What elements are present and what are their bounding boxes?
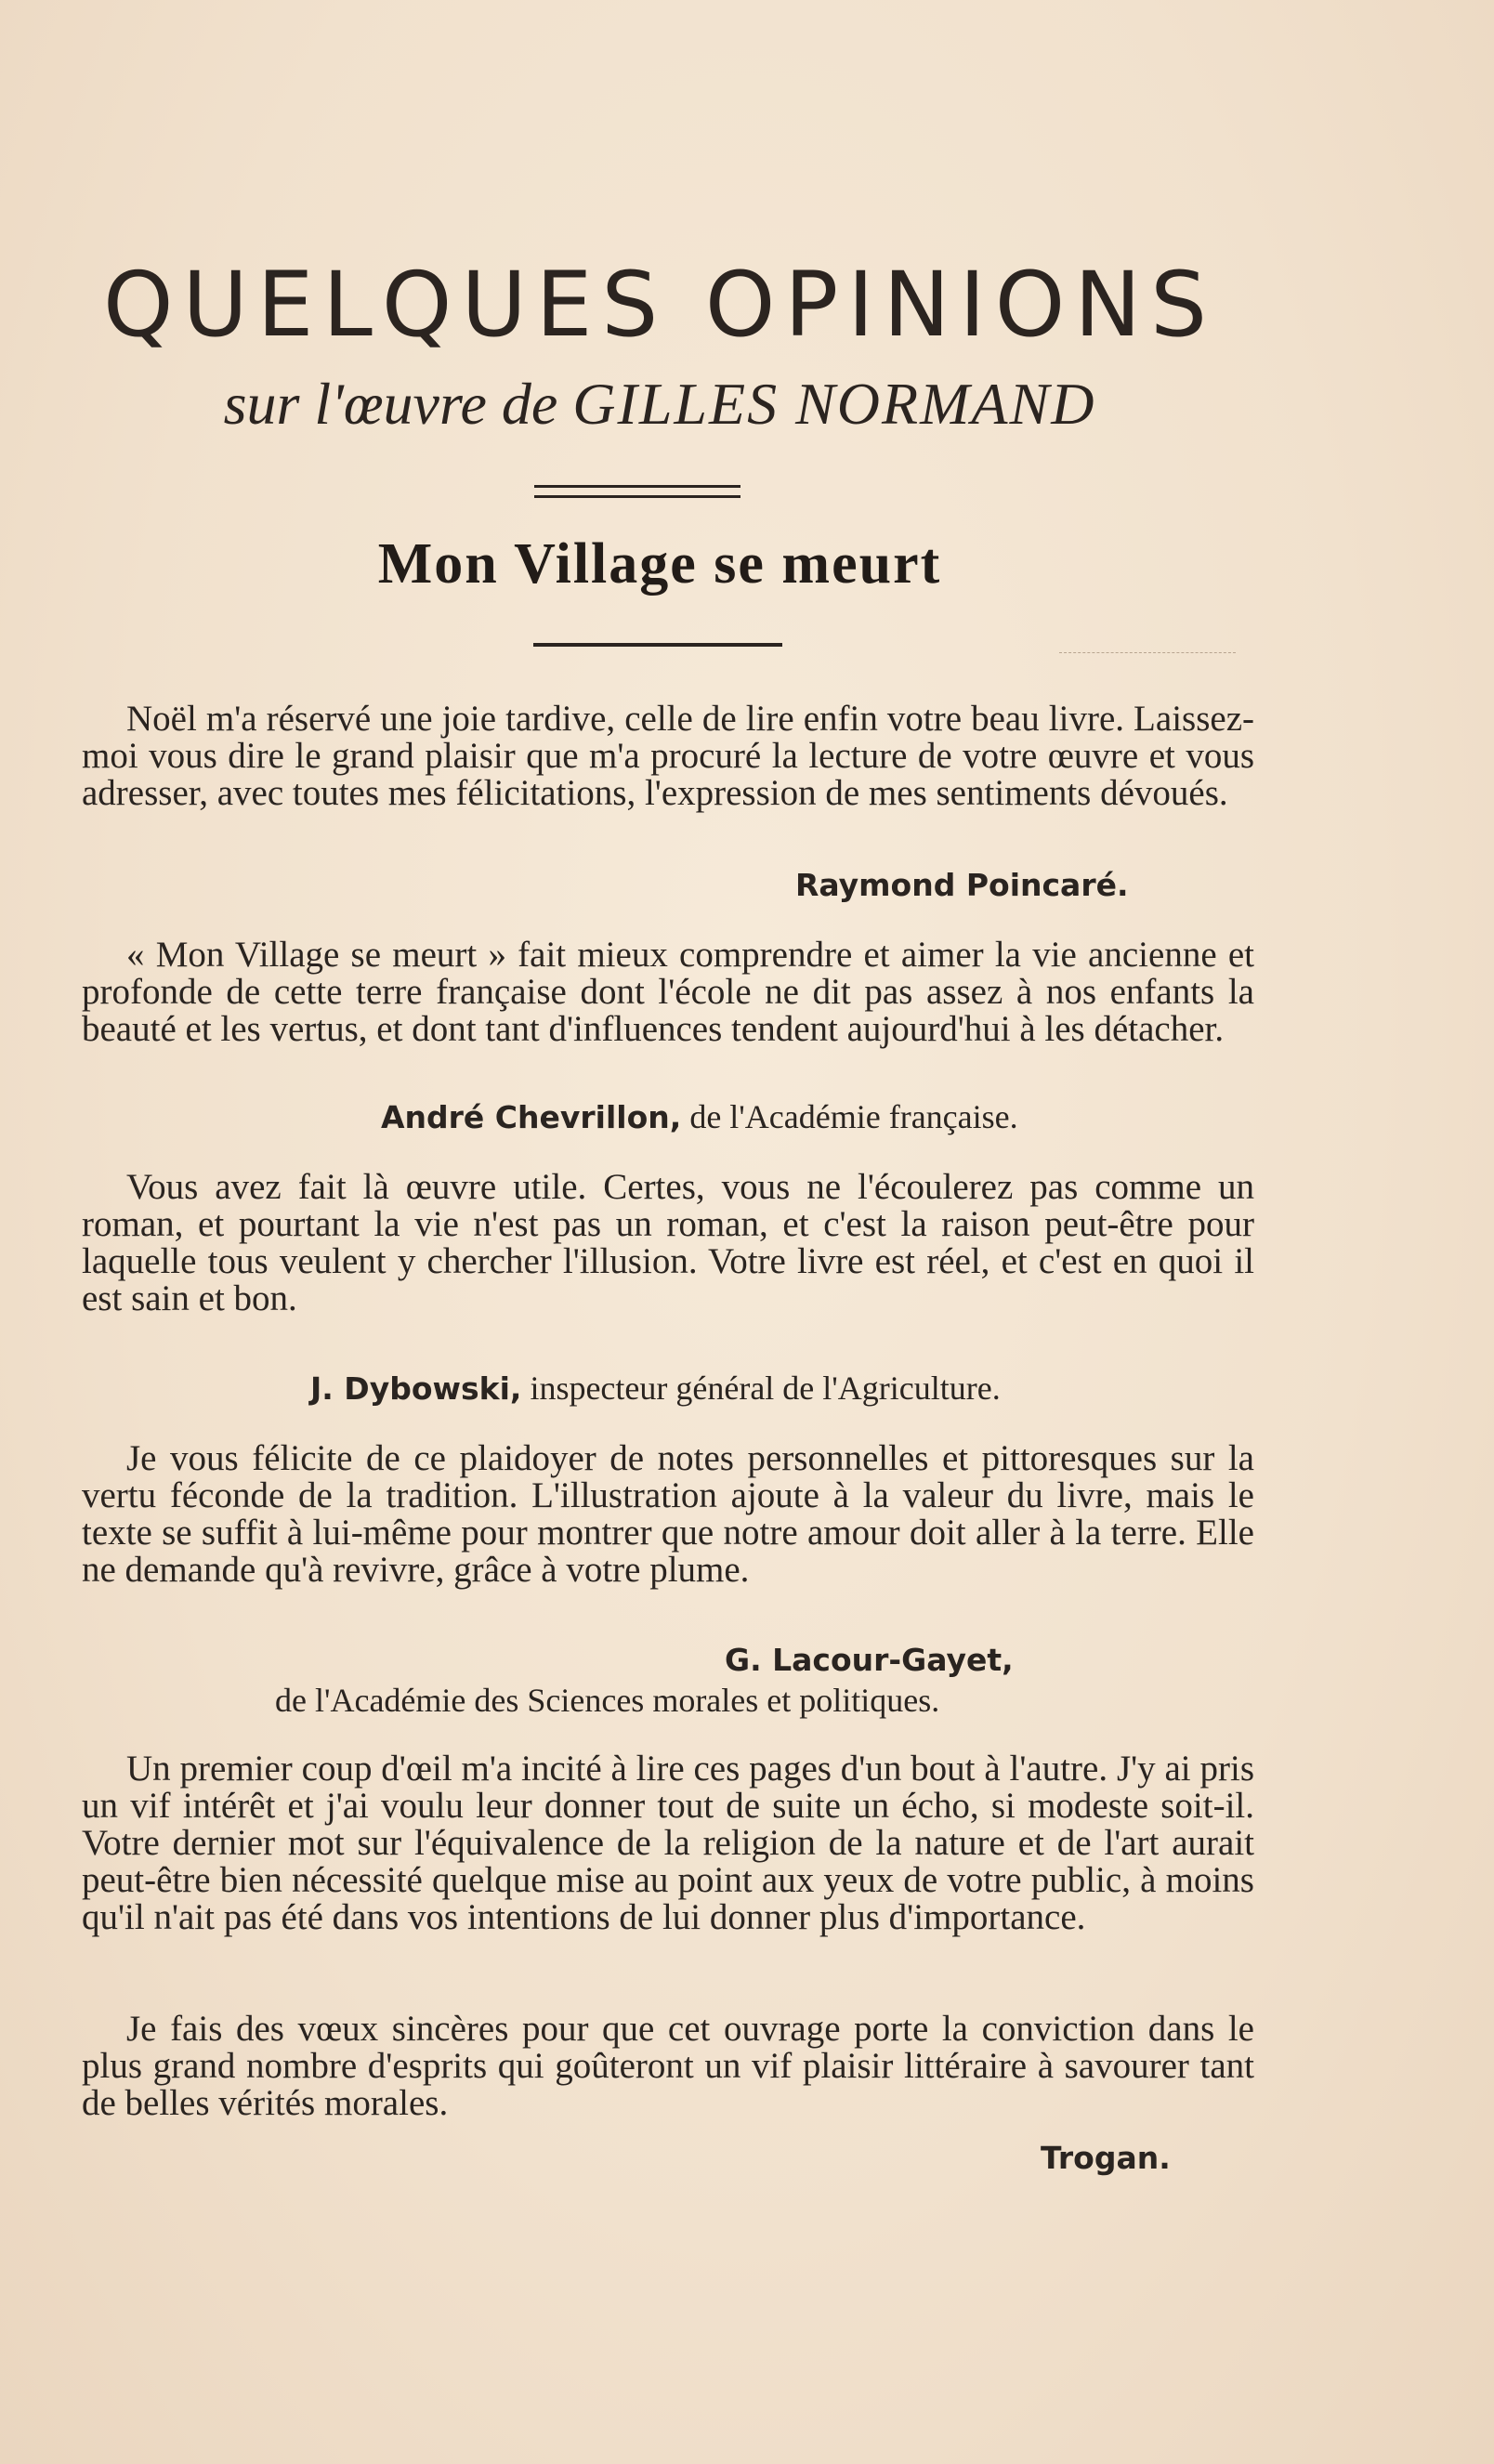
page-title: QUELQUES OPINIONS xyxy=(102,253,1217,357)
opinion-2-author: André Chevrillon, xyxy=(381,1099,682,1135)
book-title: Mon Village se meurt xyxy=(377,532,942,596)
divider xyxy=(533,643,782,647)
opinion-3-text: Vous avez fait là œuvre utile. Certes, vous ne l'écoulerez pas comme un roman, et pourtant la vie n'est pas un roman, et c'est la raison peut-être pour laquelle tous veulent y chercher l'illusion. Votre livre est réel, et c'est en quoi il est sain et bon. xyxy=(82,1167,1254,1318)
opinion-2-affiliation: de l'Académie française. xyxy=(689,1098,1018,1135)
subtitle-author: GILLES NORMAND xyxy=(572,371,1096,437)
opinion-3-author: J. Dybowski, xyxy=(310,1370,522,1407)
opinion-1-author: Raymond Poincaré. xyxy=(795,867,1129,903)
opinion-5-signature xyxy=(1041,2139,1171,2177)
page-subtitle xyxy=(67,370,1252,439)
opinion-4-signature xyxy=(725,1641,1014,1679)
opinion-2-signature xyxy=(381,1098,1018,1136)
opinion-5-author: Trogan. xyxy=(1041,2140,1171,2176)
opinion-4-author: G. Lacour-Gayet, xyxy=(725,1642,1014,1678)
opinion-4-text: Je vous félicite de ce plaidoyer de notes personnelles et pittoresques sur la vertu féconde de la tradition. L'illustration ajoute à la valeur du livre, mais le texte se suffit à lui-même pour montrer que notre amour doit aller à la terre. Elle ne demande qu'à revivre, grâce à votre plume. xyxy=(82,1438,1254,1590)
double-divider xyxy=(534,485,740,498)
opinion-1-text: Noël m'a réservé une joie tardive, celle de lire enfin votre beau livre. Laissez-moi vous dire le grand plaisir que m'a procuré la lecture de votre œuvre et vous adresser, avec toutes mes félicitations, l'expression de mes sentiments dévoués. xyxy=(82,699,1254,813)
opinion-1-signature xyxy=(795,866,1129,904)
opinion-5-text-continued: Je fais des vœux sincères pour que cet ouvrage porte la conviction dans le plus grand nombre d'esprits qui goûteront un vif plaisir littéraire à savourer tant de belles vérités morales. xyxy=(82,2009,1254,2123)
faint-divider xyxy=(1059,652,1236,653)
opinion-3-signature xyxy=(310,1370,1001,1408)
opinion-2-text: « Mon Village se meurt » fait mieux comprendre et aimer la vie ancienne et profonde de cette terre française dont l'école ne dit pas assez à nos enfants la beauté et les vertus, et dont tant d'influences tendent aujourd'hui à les détacher. xyxy=(82,935,1254,1049)
opinion-3-affiliation: inspecteur général de l'Agriculture. xyxy=(530,1370,1001,1407)
opinion-5-text: Un premier coup d'œil m'a incité à lire ces pages d'un bout à l'autre. J'y ai pris un vif intérêt et j'ai voulu leur donner tout de suite un écho, si modeste soit-il. Votre dernier mot sur l'équivalence de la religion de la nature et de l'art aurait peut-être bien nécessité quelque mise au point aux yeux de votre public, à moins qu'il n'ait pas été dans vos intentions de lui donner plus d'importance. xyxy=(82,1749,1254,1937)
subtitle-prefix: sur l'œuvre de xyxy=(223,371,558,437)
opinion-4-affiliation: de l'Académie des Sciences morales et politiques. xyxy=(275,1682,940,1719)
opinion-4-affiliation-line xyxy=(275,1682,939,1719)
